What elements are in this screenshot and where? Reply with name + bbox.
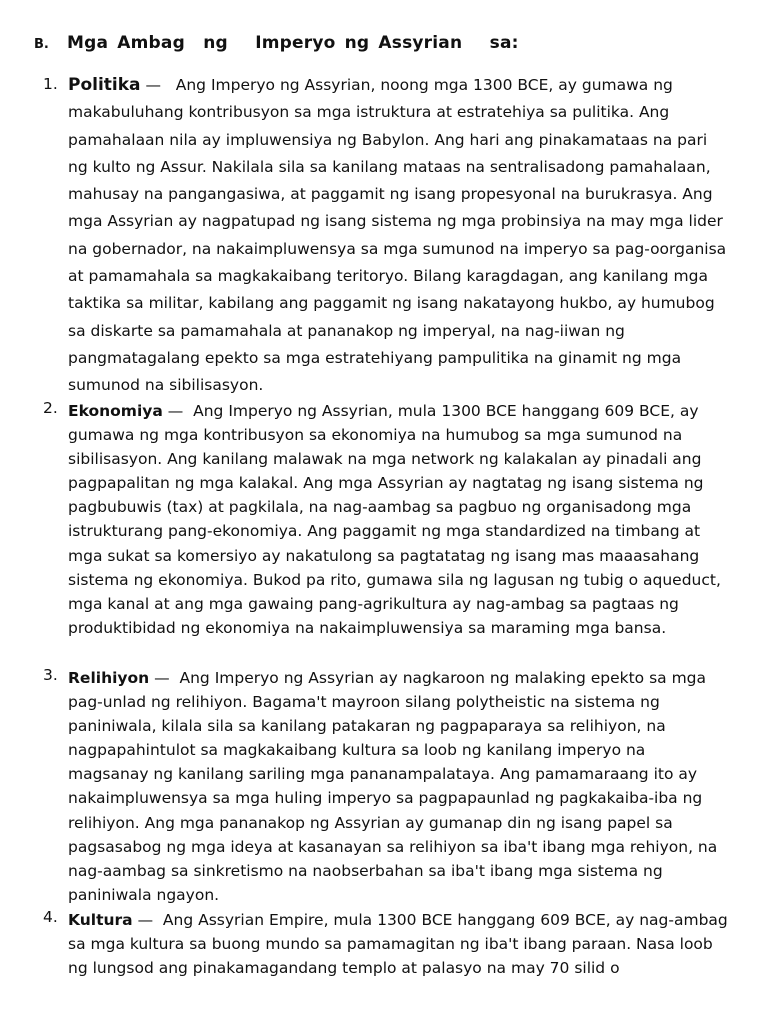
item-number: 2. — [43, 399, 58, 417]
item-text: Ang Imperyo ng Assyrian ay nagkaroon ng malaking epekto sa mga pag-unlad ng relihiyon. Bagama't mayroon silang polytheistic na sistema ng paniniwala, kilala sila sa kanilang patakaran ng pagpaparaya sa relihiyon, na nagpapahintulot sa magkakaibang kultura sa loob ng kanilang imperyo na magsanay ng kanilang sariling mga pananampalataya. Ang pamamaraang ito ay nakaimpluwensya sa mga huling imperyo sa pagpapaunlad ng pagkakaiba-iba ng relihiyon. Ang mga pananakop ng Assyrian ay gumanap din ng isang papel sa pagsasabog ng mga ideya at kasanayan sa relihiyon sa iba't ibang mga rehiyon, na nag-aambag sa sinkretismo na naobserbahan sa iba't ibang mga sistema ng paniniwala ngayon. — [68, 669, 718, 904]
item-term: Relihiyon — [68, 669, 150, 687]
item-paragraph — [68, 908, 728, 980]
item-term: Ekonomiya — [68, 402, 163, 420]
section-letter: B. — [34, 37, 49, 52]
item-paragraph — [68, 399, 728, 640]
item-number: 3. — [43, 666, 58, 684]
section-title: Mga Ambag ng Imperyo ng Assyrian sa: — [67, 33, 519, 53]
section-heading — [34, 33, 519, 53]
item-dash: — — [149, 669, 180, 687]
item-text: Ang Assyrian Empire, mula 1300 BCE hanggang 609 BCE, ay nag-ambag sa mga kultura sa buong mundo sa pamamagitan ng iba't ibang paraan. Nasa loob ng lungsod ang pinakamagandang templo at palasyo na may 70 silid o — [68, 911, 728, 978]
item-number: 4. — [43, 908, 58, 926]
item-dash: — — [140, 76, 176, 94]
item-number: 1. — [43, 75, 58, 93]
item-term: Kultura — [68, 911, 133, 929]
item-dash: — — [132, 911, 163, 929]
item-text: Ang Imperyo ng Assyrian, mula 1300 BCE hanggang 609 BCE, ay gumawa ng mga kontribusyon sa ekonomiya na humubog sa mga sumunod na sibilisasyon. Ang kanilang malawak na mga network ng kalakalan ay pinadali ang pagpapalitan ng mga kalakal. Ang mga Assyrian ay nagtatag ng isang sistema ng pagbubuwis (tax) at pagkilala, na nag-aambag sa pagbuo ng organisadong mga istrukturang pang-ekonomiya. Ang paggamit ng mga standardized na timbang at mga sukat sa komersiyo ay nakatulong sa pagtatatag ng isang mas maaasahang sistema ng ekonomiya. Bukod pa rito, gumawa sila ng lagusan ng tubig o aqueduct, mga kanal at ang mga gawaing pang-agrikultura ay nag-ambag sa pagtaas ng produktibidad ng ekonomiya na nakaimpluwensiya sa maraming mga bansa. — [68, 402, 721, 637]
item-term: Politika — [68, 75, 141, 95]
item-dash: — — [162, 402, 194, 420]
item-paragraph — [68, 666, 728, 907]
item-paragraph — [68, 72, 728, 400]
item-text: Ang Imperyo ng Assyrian, noong mga 1300 BCE, ay gumawa ng makabuluhang kontribusyon sa mga istruktura at estratehiya sa pulitika. Ang pamahalaan nila ay impluwensiya ng Babylon. Ang hari ang pinakamataas na pari ng kulto ng Assur. Nakilala sila sa kanilang mataas na sentralisadong pamahalaan, mahusay na pangangasiwa, at paggamit ng isang propesyonal na burukrasya. Ang mga Assyrian ay nagpatupad ng isang sistema ng mga probinsiya na may mga lider na gobernador, na nakaimpluwensya sa mga sumunod na imperyo sa pag-oorganisa at pamamahala sa magkakaibang teritoryo. Bilang karagdagan, ang kanilang mga taktika sa militar, kabilang ang paggamit ng isang nakatayong hukbo, ay humubog sa diskarte sa pamamahala at pananakop ng imperyal, na nag-iiwan ng pangmatagalang epekto sa mga estratehiyang pampulitika na ginamit ng mga sumunod na sibilisasyon. — [68, 76, 727, 395]
